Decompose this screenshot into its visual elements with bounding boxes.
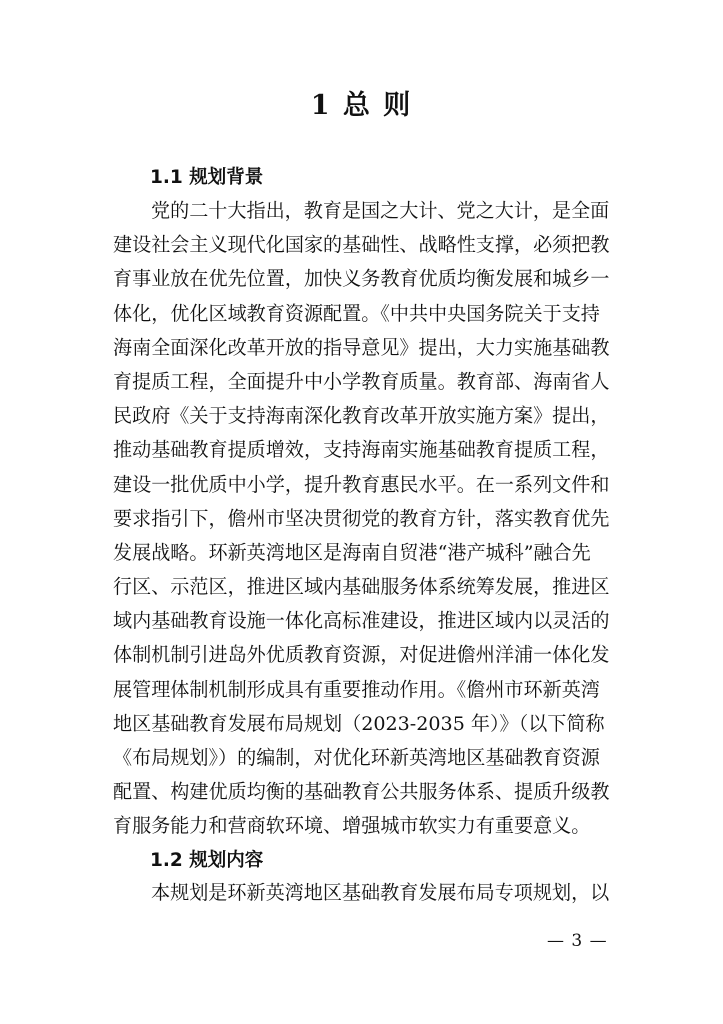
chapter-title: 1 总 则 (310, 90, 413, 121)
paragraph-line: 海南全面深化改革开放的指导意见》提出，大力实施基础教 (113, 335, 610, 359)
paragraph-line: 展管理体制机制形成具有重要推动作用。《儋州市环新英湾 (113, 677, 600, 701)
page-number: — 3 — (547, 931, 608, 951)
paragraph-line: 行区、示范区，推进区域内基础服务体系统筹发展，推进区 (113, 575, 610, 599)
paragraph-line: 民政府《关于支持海南深化教育改革开放实施方案》提出， (113, 404, 610, 428)
paragraph-line: 发展战略。环新英湾地区是海南自贸港“港产城科”融合先 (113, 540, 591, 564)
paragraph-line: 推动基础教育提质增效，支持海南实施基础教育提质工程， (113, 438, 610, 462)
paragraph-line: 体化，优化区域教育资源配置。《中共中央国务院关于支持 (113, 301, 600, 325)
paragraph-line: 建设社会主义现代化国家的基础性、战略性支撑，必须把教 (113, 233, 610, 257)
paragraph-line: 本规划是环新英湾地区基础教育发展布局专项规划，以 (151, 881, 610, 904)
paragraph-line: 育提质工程，全面提升中小学教育质量。教育部、海南省人 (113, 369, 610, 393)
paragraph-line: 地区基础教育发展布局规划（2023-2035 年）》（以下简称 (113, 711, 605, 735)
section-heading-1-2: 1.2 规划内容 (150, 850, 264, 871)
paragraph-line: 育事业放在优先位置，加快义务教育优质均衡发展和城乡一 (113, 267, 610, 291)
paragraph-line: 要求指引下，儋州市坚决贯彻党的教育方针，落实教育优先 (113, 506, 610, 530)
paragraph-line: 配置、构建优质均衡的基础教育公共服务体系、提质升级教 (113, 780, 610, 804)
paragraph-line: 域内基础教育设施一体化高标准建设，推进区域内以灵活的 (113, 609, 610, 633)
paragraph-background (113, 194, 613, 844)
paragraph-line: 体制机制引进岛外优质教育资源，对促进儋州洋浦一体化发 (113, 643, 610, 667)
paragraph-line: 党的二十大指出，教育是国之大计、党之大计，是全面 (151, 199, 610, 222)
paragraph-line: 《布局规划》）的编制，对优化环新英湾地区基础教育资源 (113, 746, 600, 769)
paragraph-line: 育服务能力和营商软环境、增强城市软实力有重要意义。 (113, 814, 591, 838)
paragraph-content (113, 876, 613, 910)
paragraph-line: 建设一批优质中小学，提升教育惠民水平。在一系列文件和 (113, 472, 610, 496)
section-heading-1-1: 1.1 规划背景 (150, 167, 264, 188)
